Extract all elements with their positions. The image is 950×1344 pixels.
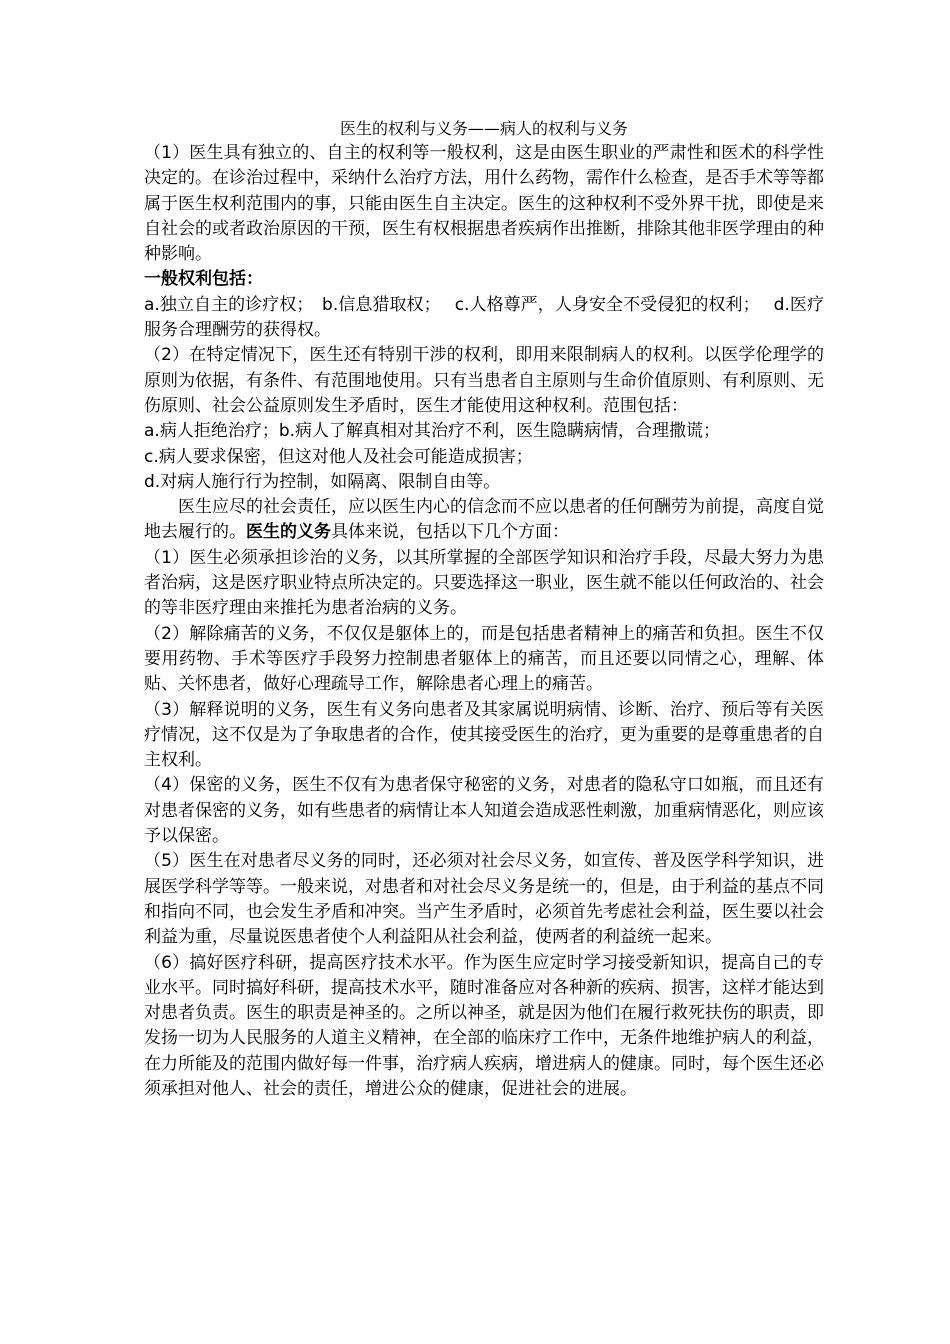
duty-intro-tail: 具体来说，包括以下几个方面： — [331, 522, 569, 543]
paragraph-special-intervention: （2）在特定情况下，医生还有特别干涉的权利，即用来限制病人的权利。以医学伦理学的原则为依据，有条件、有范围地使用。只有当患者自主原则与生命价值原则、有利原则、无伤原则、社会公益原则发生矛盾时，医生才能使用这种权利。范围包括： — [144, 345, 824, 416]
duty-item-6: （6）搞好医疗科研，提高医疗技术水平。作为医生应定时学习接受新知识，提高自己的专业水平。同时搞好科研，提高技术水平，随时准备应对各种新的疾病、损害，这样才能达到对患者负责。医生的职责是神圣的。之所以神圣，就是因为他们在履行救死扶伤的职责，即发扬一切为人民服务的人道主义精神，在全部的临床疗工作中，无条件地维护病人的利益，在力所能及的范围内做好每一件事，治疗病人疾病，增进病人的健康。同时，每个医生还必须承担对他人、社会的责任，增进公众的健康，促进社会的进展。 — [144, 952, 824, 1099]
duty-intro-text: 医生应尽的社会责任，应以医生内心的信念而不应以患者的任何酬劳为前提，高度自觉地去履行的。 — [144, 497, 824, 543]
general-rights-list: a.独立自主的诊疗权； b.信息猎取权； c.人格尊严，人身安全不受侵犯的权利； d.医疗服务合理酬劳的获得权。 — [144, 294, 824, 341]
paragraph-duty-intro — [144, 495, 824, 546]
duty-item-4: （4）保密的义务，医生不仅有为患者保守秘密的义务，对患者的隐私守口如瓶，而且还有对患者保密的义务，如有些患者的病情让本人知道会造成恶性刺激，加重病情恶化，则应该予以保密。 — [144, 775, 824, 847]
duty-item-2: （2）解除痛苦的义务，不仅仅是躯体上的，而是包括患者精神上的痛苦和负担。医生不仅要用药物、手术等医疗手段努力控制患者躯体上的痛苦，而且还要以同情之心，理解、体贴、关怀患者，做好心理疏导工作，解除患者心理上的痛苦。 — [144, 623, 824, 695]
duty-intro-bold: 医生的义务 — [246, 522, 331, 543]
paragraph-doctor-autonomy: （1）医生具有独立的、自主的权利等一般权利，这是由医生职业的严肃性和医术的科学性决定的。在诊治过程中，采纳什么治疗方法，用什么药物，需作什么检查，是否手术等等都属于医生权利范围内的事，只能由医生自主决定。医生的这种权利不受外界干扰，即使是来自社会的或者政治原因的干预，医生有权根据患者疾病作出推断，排除其他非医学理由的种种影响。 — [144, 143, 824, 265]
document-page — [144, 118, 824, 1102]
scope-item-d: d.对病人施行行为控制，如隔离、限制自由等。 — [144, 471, 501, 492]
duty-item-5: （5）医生在对患者尽义务的同时，还必须对社会尽义务，如宣传、普及医学科学知识，进展医学科学等等。一般来说，对患者和对社会尽义务是统一的，但是，由于利益的基点不同和指向不同，也会发生矛盾和冲突。当产生矛盾时，必须首先考虑社会利益，医生要以社会利益为重，尽量说医患者使个人利益阳从社会利益，使两者的利益统一起来。 — [144, 851, 824, 948]
duty-item-3: （3）解释说明的义务，医生有义务向患者及其家属说明病情、诊断、治疗、预后等有关医疗情况，这不仅是为了争取患者的合作，使其接受医生的治疗，更为重要的是尊重患者的自主权利。 — [144, 699, 824, 771]
scope-item-c: c.病人要求保密，但这对他人及社会可能造成损害； — [144, 446, 533, 467]
duty-item-1: （1）医生必须承担诊治的义务，以其所掌握的全部医学知识和治疗手段，尽最大努力为患者治病，这是医疗职业特点所决定的。只要选择这一职业，医生就不能以任何政治的、社会的等非医疗理由来推托为患者治病的义务。 — [144, 547, 824, 619]
general-rights-heading: 一般权利包括： — [144, 269, 263, 290]
scope-item-a-b: a.病人拒绝治疗；b.病人了解真相对其治疗不利，医生隐瞒病情，合理撒谎； — [144, 421, 721, 442]
document-title: 医生的权利与义务——病人的权利与义务 — [339, 119, 628, 138]
